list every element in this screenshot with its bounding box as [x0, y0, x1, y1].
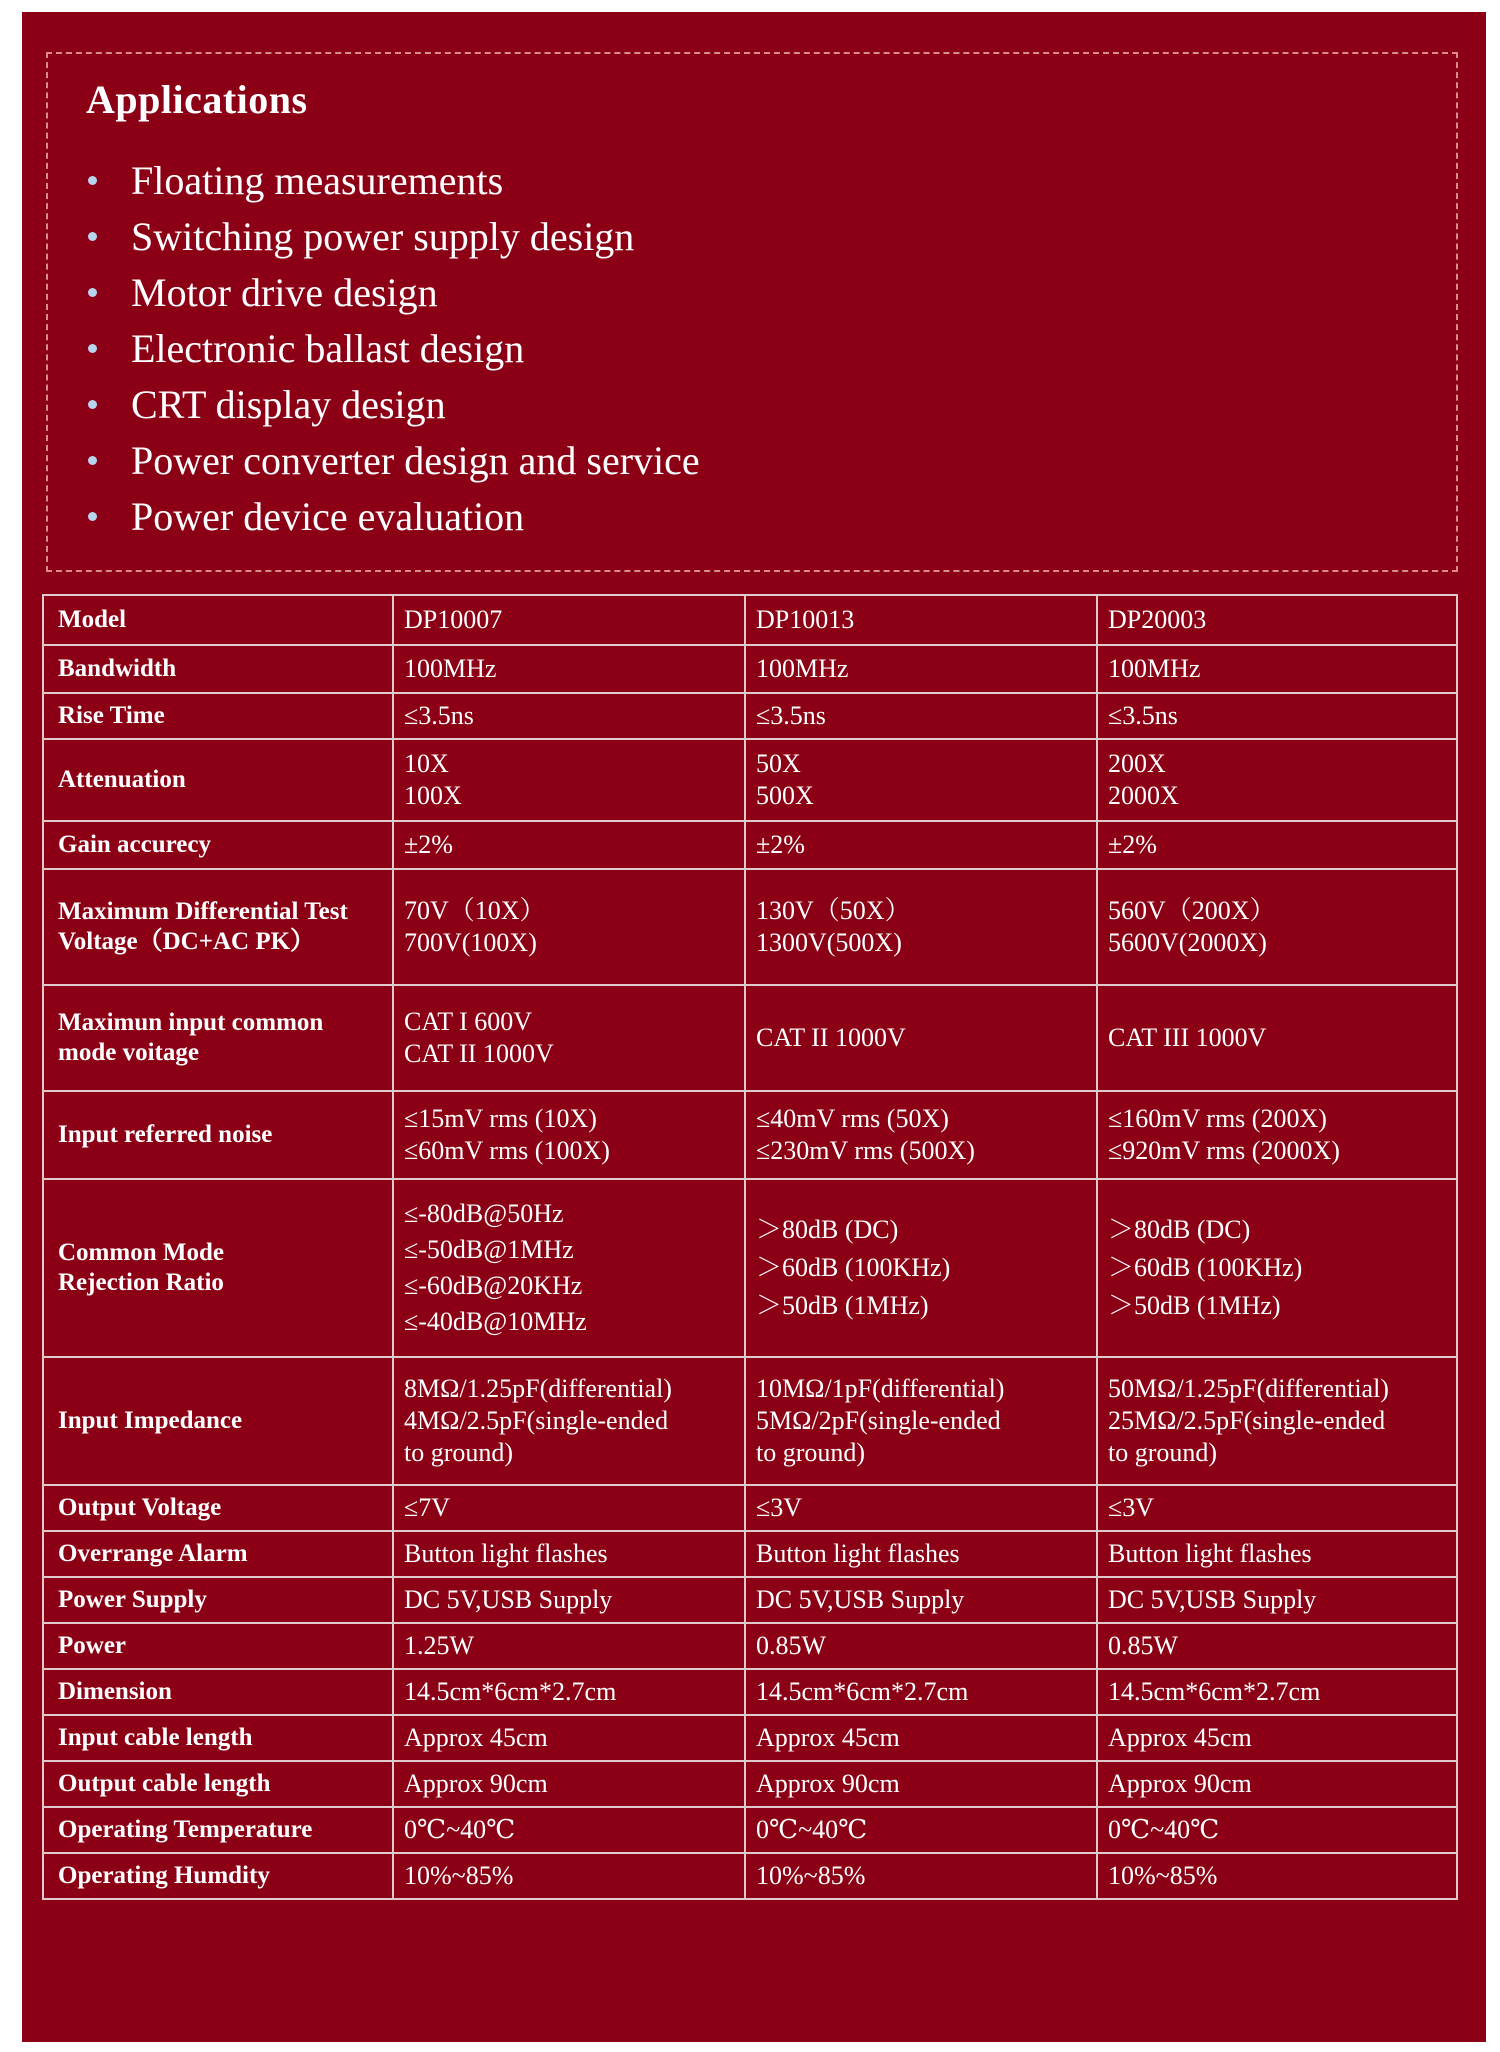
row-label-line: Rejection Ratio: [58, 1269, 224, 1296]
spec-cell: [745, 739, 1097, 821]
cell-line: 10%~85%: [1108, 1861, 1218, 1890]
spec-cell: [1097, 739, 1457, 821]
cell-line: ＞60dB (100KHz): [1108, 1253, 1303, 1282]
row-label: [43, 1179, 393, 1357]
application-text: Power device evaluation: [131, 493, 525, 539]
bullet-icon: [88, 400, 97, 409]
cell-line: ≤3V: [1108, 1493, 1155, 1522]
row-label: [43, 645, 393, 693]
cell-line: DC 5V,USB Supply: [1108, 1585, 1317, 1614]
spec-cell: [745, 1179, 1097, 1357]
spec-cell: [1097, 1577, 1457, 1623]
table-row: [43, 1715, 1457, 1761]
application-item: [86, 320, 700, 376]
cell-line: ＞50dB (1MHz): [756, 1291, 929, 1320]
spec-table: [42, 594, 1458, 1900]
cell-line: 100MHz: [1108, 654, 1201, 683]
application-item: [86, 152, 700, 208]
row-label-line: Operating Temperature: [58, 1816, 313, 1843]
cell-line: 500X: [756, 781, 814, 810]
cell-line: 10%~85%: [404, 1861, 514, 1890]
cell-line: ＞50dB (1MHz): [1108, 1291, 1281, 1320]
cell-line: Approx 45cm: [1108, 1723, 1252, 1752]
spec-cell: [745, 1669, 1097, 1715]
applications-list: [86, 152, 700, 544]
application-text: CRT display design: [131, 381, 446, 427]
table-row: [43, 1807, 1457, 1853]
spec-cell: [745, 869, 1097, 985]
row-label: [43, 693, 393, 739]
spec-cell: [1097, 1807, 1457, 1853]
cell-line: 0.85W: [756, 1631, 827, 1660]
table-row: [43, 1357, 1457, 1485]
cell-line: Approx 45cm: [756, 1723, 900, 1752]
header-label: Model: [43, 595, 393, 645]
cell-line: 10MΩ/1pF(differential): [756, 1374, 1005, 1403]
table-row: [43, 739, 1457, 821]
spec-cell: [393, 1669, 745, 1715]
application-text: Motor drive design: [131, 269, 438, 315]
cell-line: ≤40mV rms (50X): [756, 1104, 949, 1133]
bullet-icon: [88, 288, 97, 297]
table-row: [43, 645, 1457, 693]
cell-line: ≤3V: [756, 1493, 803, 1522]
cell-line: 8MΩ/1.25pF(differential): [404, 1374, 672, 1403]
spec-cell: [745, 1485, 1097, 1531]
cell-line: 100MHz: [756, 654, 849, 683]
cell-line: Button light flashes: [756, 1539, 960, 1568]
bullet-icon: [88, 512, 97, 521]
spec-cell: [393, 985, 745, 1091]
spec-cell: [745, 1357, 1097, 1485]
table-row: [43, 1091, 1457, 1179]
row-label-line: Rise Time: [58, 702, 165, 729]
cell-line: CAT II 1000V: [756, 1023, 906, 1052]
applications-panel: [46, 52, 1458, 572]
table-row: [43, 693, 1457, 739]
spec-cell: [745, 645, 1097, 693]
spec-cell: [393, 645, 745, 693]
cell-line: 200X: [1108, 749, 1166, 778]
cell-line: 0℃~40℃: [756, 1815, 868, 1844]
table-row: [43, 1577, 1457, 1623]
row-label-line: Attenuation: [58, 766, 186, 793]
spec-cell: [745, 1853, 1097, 1899]
bullet-icon: [88, 232, 97, 241]
cell-line: 10X: [404, 749, 449, 778]
row-label: [43, 985, 393, 1091]
cell-line: 50MΩ/1.25pF(differential): [1108, 1374, 1389, 1403]
cell-line: 1.25W: [404, 1631, 475, 1660]
spec-cell: [745, 693, 1097, 739]
cell-line: to ground): [756, 1438, 866, 1467]
application-item: [86, 488, 700, 544]
cell-line: ＞60dB (100KHz): [756, 1253, 951, 1282]
table-row: [43, 1669, 1457, 1715]
cell-line: Button light flashes: [404, 1539, 608, 1568]
spec-cell: [745, 1715, 1097, 1761]
row-label-line: Overrange Alarm: [58, 1540, 248, 1567]
spec-cell: [393, 693, 745, 739]
cell-line: ≤3.5ns: [756, 701, 826, 730]
row-label: [43, 1669, 393, 1715]
cell-line: ≤-60dB@20KHz: [404, 1271, 583, 1300]
cell-line: 0℃~40℃: [1108, 1815, 1220, 1844]
spec-cell: [745, 1623, 1097, 1669]
application-text: Switching power supply design: [131, 213, 635, 259]
row-label-line: Maximum Differential Test: [58, 898, 348, 925]
application-text: Power converter design and service: [131, 437, 700, 483]
row-label: [43, 1853, 393, 1899]
cell-line: to ground): [404, 1438, 514, 1467]
cell-line: 560V（200X）: [1108, 896, 1276, 925]
row-label: [43, 1623, 393, 1669]
spec-cell: [745, 985, 1097, 1091]
cell-line: 2000X: [1108, 781, 1179, 810]
spec-cell: [1097, 1623, 1457, 1669]
cell-line: 70V（10X）: [404, 896, 546, 925]
row-label-line: Voltage（DC+AC PK）: [58, 928, 316, 955]
row-label: [43, 821, 393, 869]
row-label-line: Power Supply: [58, 1586, 207, 1613]
spec-sheet: [22, 12, 1486, 2042]
spec-cell: [393, 739, 745, 821]
row-label: [43, 1715, 393, 1761]
table-row: [43, 1853, 1457, 1899]
cell-line: 0.85W: [1108, 1631, 1179, 1660]
cell-line: 14.5cm*6cm*2.7cm: [756, 1677, 969, 1706]
table-header-row: [43, 595, 1457, 645]
table-row: [43, 1485, 1457, 1531]
bullet-icon: [88, 344, 97, 353]
spec-cell: [1097, 1531, 1457, 1577]
cell-line: 100MHz: [404, 654, 497, 683]
spec-cell: [393, 1485, 745, 1531]
row-label-line: Dimension: [58, 1678, 172, 1705]
spec-cell: [1097, 869, 1457, 985]
spec-cell: [393, 1577, 745, 1623]
cell-line: ≤60mV rms (100X): [404, 1136, 610, 1165]
cell-line: 10%~85%: [756, 1861, 866, 1890]
row-label-line: Output Voltage: [58, 1494, 222, 1521]
cell-line: Button light flashes: [1108, 1539, 1312, 1568]
cell-line: ±2%: [756, 830, 805, 859]
table-row: [43, 985, 1457, 1091]
table-row: [43, 1623, 1457, 1669]
row-label-line: Common Mode: [58, 1239, 224, 1266]
spec-cell: [745, 1807, 1097, 1853]
bullet-icon: [88, 456, 97, 465]
spec-cell: [745, 1577, 1097, 1623]
spec-cell: [745, 1531, 1097, 1577]
table-row: [43, 1761, 1457, 1807]
cell-line: DC 5V,USB Supply: [756, 1585, 965, 1614]
cell-line: Approx 90cm: [1108, 1769, 1252, 1798]
row-label: [43, 1807, 393, 1853]
cell-line: 5600V(2000X): [1108, 928, 1267, 957]
application-item: [86, 264, 700, 320]
application-item: [86, 208, 700, 264]
row-label-line: Maximun input common: [58, 1009, 324, 1036]
spec-cell: [393, 1715, 745, 1761]
spec-cell: [393, 1179, 745, 1357]
row-label-line: Power: [58, 1632, 127, 1659]
cell-line: ≤-50dB@1MHz: [404, 1235, 574, 1264]
cell-line: CAT I 600V: [404, 1007, 533, 1036]
cell-line: Approx 90cm: [404, 1769, 548, 1798]
table-row: [43, 1531, 1457, 1577]
table-row: [43, 869, 1457, 985]
cell-line: DC 5V,USB Supply: [404, 1585, 613, 1614]
cell-line: CAT II 1000V: [404, 1039, 554, 1068]
spec-cell: [393, 1761, 745, 1807]
spec-cell: [745, 821, 1097, 869]
row-label-line: Input Impedance: [58, 1407, 243, 1434]
row-label-line: Gain accurecy: [58, 831, 211, 858]
cell-line: ≤-40dB@10MHz: [404, 1307, 587, 1336]
spec-cell: [393, 1531, 745, 1577]
table-row: [43, 821, 1457, 869]
model-name: DP10007: [393, 595, 745, 645]
row-label: [43, 1357, 393, 1485]
cell-line: to ground): [1108, 1438, 1218, 1467]
cell-line: ≤3.5ns: [404, 701, 474, 730]
row-label-line: Input referred noise: [58, 1121, 273, 1148]
row-label: [43, 739, 393, 821]
spec-cell: [393, 1091, 745, 1179]
spec-cell: [393, 821, 745, 869]
row-label: [43, 869, 393, 985]
cell-line: 14.5cm*6cm*2.7cm: [404, 1677, 617, 1706]
cell-line: 5MΩ/2pF(single-ended: [756, 1406, 1001, 1435]
row-label-line: Operating Humdity: [58, 1862, 270, 1889]
row-label-line: mode voitage: [58, 1039, 199, 1066]
cell-line: CAT III 1000V: [1108, 1023, 1267, 1052]
model-name: DP10013: [745, 595, 1097, 645]
cell-line: ≤7V: [404, 1493, 451, 1522]
cell-line: 1300V(500X): [756, 928, 902, 957]
row-label-line: Input cable length: [58, 1724, 253, 1751]
cell-line: 50X: [756, 749, 801, 778]
cell-line: ≤15mV rms (10X): [404, 1104, 597, 1133]
spec-cell: [393, 1807, 745, 1853]
spec-cell: [393, 1357, 745, 1485]
spec-cell: [1097, 821, 1457, 869]
spec-cell: [1097, 985, 1457, 1091]
spec-cell: [393, 1853, 745, 1899]
application-text: Floating measurements: [131, 157, 504, 203]
cell-line: ≤160mV rms (200X): [1108, 1104, 1327, 1133]
cell-line: ≤230mV rms (500X): [756, 1136, 975, 1165]
cell-line: ≤-80dB@50Hz: [404, 1199, 564, 1228]
spec-cell: [1097, 1715, 1457, 1761]
model-name: DP20003: [1097, 595, 1457, 645]
spec-cell: [1097, 1669, 1457, 1715]
cell-line: ±2%: [1108, 830, 1157, 859]
application-text: Electronic ballast design: [131, 325, 525, 371]
cell-line: ＞80dB (DC): [756, 1215, 899, 1244]
cell-line: 0℃~40℃: [404, 1815, 516, 1844]
cell-line: ＞80dB (DC): [1108, 1215, 1251, 1244]
cell-line: ≤920mV rms (2000X): [1108, 1136, 1340, 1165]
spec-cell: [1097, 1357, 1457, 1485]
row-label: [43, 1531, 393, 1577]
spec-cell: [1097, 1179, 1457, 1357]
cell-line: 100X: [404, 781, 462, 810]
applications-title: Applications: [86, 77, 308, 122]
cell-line: 25MΩ/2.5pF(single-ended: [1108, 1406, 1386, 1435]
cell-line: Approx 45cm: [404, 1723, 548, 1752]
spec-cell: [1097, 1485, 1457, 1531]
spec-cell: [393, 1623, 745, 1669]
row-label: [43, 1091, 393, 1179]
application-item: [86, 432, 700, 488]
cell-line: 700V(100X): [404, 928, 537, 957]
row-label: [43, 1485, 393, 1531]
bullet-icon: [88, 176, 97, 185]
spec-cell: [1097, 693, 1457, 739]
spec-cell: [1097, 1761, 1457, 1807]
row-label-line: Output cable length: [58, 1770, 271, 1797]
spec-cell: [393, 869, 745, 985]
cell-line: ≤3.5ns: [1108, 701, 1178, 730]
spec-cell: [1097, 1853, 1457, 1899]
row-label-line: Bandwidth: [58, 655, 177, 682]
row-label: [43, 1577, 393, 1623]
spec-cell: [1097, 645, 1457, 693]
spec-cell: [745, 1091, 1097, 1179]
cell-line: Approx 90cm: [756, 1769, 900, 1798]
cell-line: 130V（50X）: [756, 896, 911, 925]
cell-line: 4MΩ/2.5pF(single-ended: [404, 1406, 669, 1435]
spec-cell: [1097, 1091, 1457, 1179]
spec-cell: [745, 1761, 1097, 1807]
cell-line: 14.5cm*6cm*2.7cm: [1108, 1677, 1321, 1706]
cell-line: ±2%: [404, 830, 453, 859]
application-item: [86, 376, 700, 432]
row-label: [43, 1761, 393, 1807]
table-row: [43, 1179, 1457, 1357]
